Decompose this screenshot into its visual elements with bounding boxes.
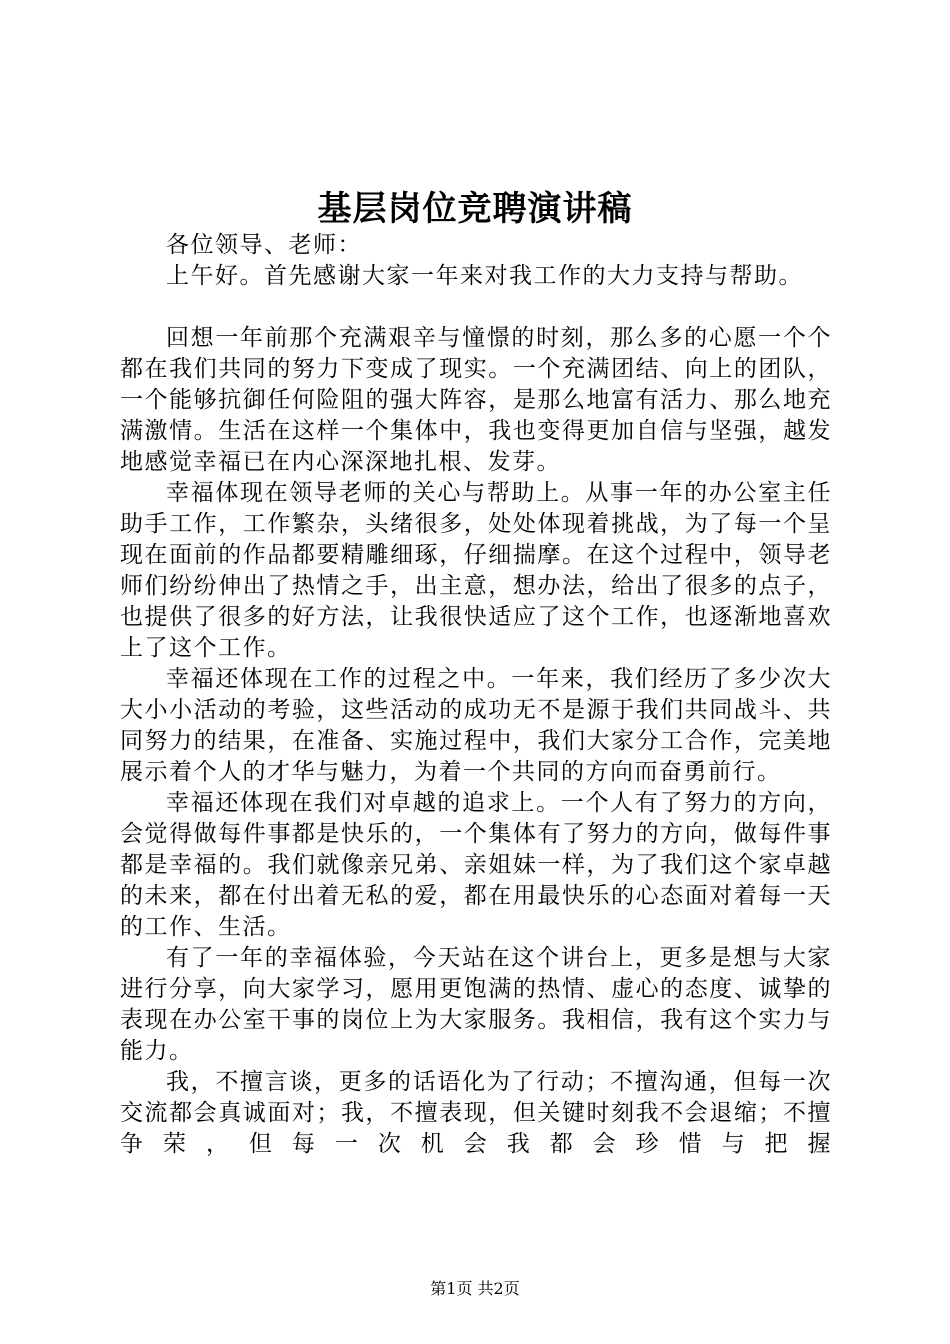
paragraph-recollection: 回想一年前那个充满艰辛与憧憬的时刻，那么多的心愿一个个都在我们共同的努力下变成了现实。一个充满团结、向上的团队，一个能够抗御任何险阻的强大阵容，是那么地富有活力、那么地充满激情。生活在这样一个集体中，我也变得更加自信与坚强，越发地感觉幸福已在内心深深地扎根、发芽。 bbox=[120, 325, 832, 475]
paragraph-sharing: 有了一年的幸福体验，今天站在这个讲台上，更多是想与大家进行分享，向大家学习，愿用更饱满的热情、虚心的态度、诚挚的表现在办公室干事的岗位上为大家服务。我相信，我有这个实力与能力。 bbox=[120, 945, 832, 1064]
document-body bbox=[120, 230, 832, 1160]
paragraph-leadership-support: 幸福体现在领导老师的关心与帮助上。从事一年的办公室主任助手工作，工作繁杂，头绪很多，处处体现着挑战，为了每一个呈现在面前的作品都要精雕细琢，仔细揣摩。在这个过程中，领导老师们纷纷伸出了热情之手，出主意，想办法，给出了很多的点子，也提供了很多的好方法，让我很快适应了这个工作，也逐渐地喜欢上了这个工作。 bbox=[120, 480, 832, 661]
paragraph-work-process: 幸福还体现在工作的过程之中。一年来，我们经历了多少次大大小小活动的考验，这些活动的成功无不是源于我们共同战斗、共同努力的结果，在准备、实施过程中，我们大家分工合作，完美地展示着个人的才华与魅力，为着一个共同的方向而奋勇前行。 bbox=[120, 666, 832, 785]
document-title: 基层岗位竞聘演讲稿 bbox=[317, 189, 633, 229]
paragraph-self-description: 我，不擅言谈，更多的话语化为了行动；不擅沟通，但每一次交流都会真诚面对；我，不擅表现，但关键时刻我不会退缩；不擅争荣，但每一次机会我都会珍惜与把握 bbox=[120, 1069, 832, 1157]
page-footer: 第1页 共2页 bbox=[430, 1279, 520, 1298]
greeting: 各位领导、老师： bbox=[166, 232, 362, 258]
paragraph-pursuit-of-excellence: 幸福还体现在我们对卓越的追求上。一个人有了努力的方向，会觉得做每件事都是快乐的，一个集体有了努力的方向，做每件事都是幸福的。我们就像亲兄弟、亲姐妹一样，为了我们这个家卓越的未来，都在付出着无私的爱，都在用最快乐的心态面对着每一天的工作、生活。 bbox=[120, 790, 832, 940]
paragraph-opening: 上午好。首先感谢大家一年来对我工作的大力支持与帮助。 bbox=[166, 263, 803, 289]
